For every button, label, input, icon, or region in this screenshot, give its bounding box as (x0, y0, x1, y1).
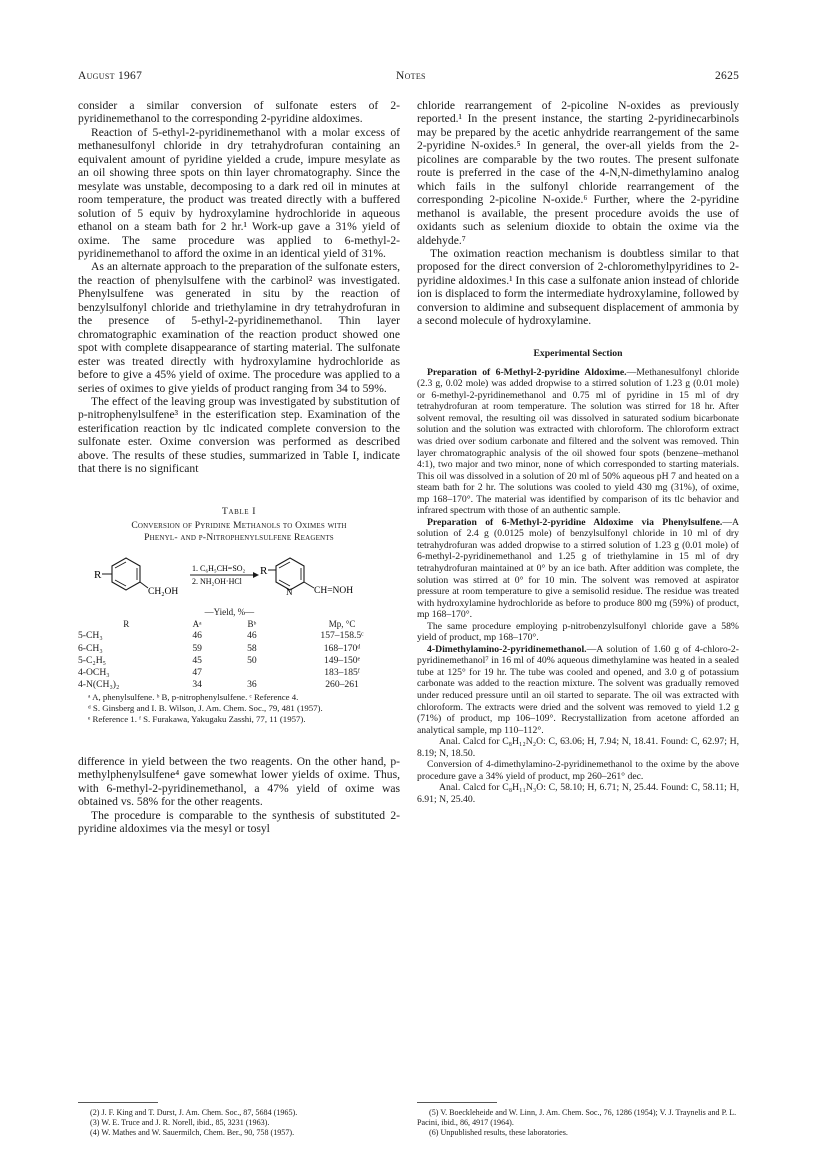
table-caption-line: Conversion of Pyridine Methanols to Oximes with (131, 519, 347, 531)
pyridine-ring-right (276, 558, 304, 590)
substituent-r-left: R (94, 568, 102, 581)
references-right (417, 1108, 739, 1138)
reference-item: (6) Unpublished results, these laboratories. (429, 1128, 568, 1138)
table-header-row (78, 618, 400, 630)
running-header-date: August 1967 (78, 70, 143, 82)
section-heading: Experimental Section (533, 347, 623, 359)
table-cell: 36 (247, 679, 257, 691)
ring-nitrogen: N (286, 586, 293, 597)
footnote-rule (78, 1102, 158, 1103)
reference-item: (5) V. Boeckleheide and W. Linn, J. Am. Chem. Soc., 76, 1286 (1954); V. J. Traynelis and P. L. Pacini, ibid., 86, 4917 (1964). (417, 1108, 737, 1128)
table-cell: 260–261 (325, 679, 359, 691)
reaction-scheme (78, 548, 400, 604)
table-cell: 4-OCH₃ (78, 667, 110, 679)
body-paragraph: chloride rearrangement of 2-picoline N-oxides as previously reported.¹ In the present instance, the starting 2-pyridinecarbinols may be prepared by the acetic anhydride rearrangement of the same 2-pyridine N-oxides.⁵ In general, the over-all yields from the 2-picolines are comparable by the two routes. The present sulfonate route is preferred in the case of the 4-N,N-dimethylamino analog which fails in the sulfonyl chloride rearrangement of the corresponding 2-picoline N-oxide.⁶ Further, where the 2-pyridine methanol is available, the present procedure avoids the use of oxidants such as selenium dioxide to obtain the oxime via the aldehyde.⁷ (417, 99, 739, 247)
body-paragraph: As an alternate approach to the preparation of the sulfonate esters, the reaction of phenylsulfene with the carbinol² was investigated. Phenylsulfene was generated in situ by the reaction of benzylsulfonyl chloride and triethylamine in dry tetrahydrofuran in the presence of 5-ethyl-2-pyridinemethanol. Thin layer chromatographic examination of the reaction product showed one spot with complete disappearance of starting material. The sulfonate ester was treated directly with hydroxylamine hydrochloride as before to give a 45% yield of oxime. The procedure was applied to a series of oximes to give yields of product ranging from 34 to 59%. (78, 260, 400, 395)
table-row (78, 679, 400, 691)
body-paragraph: The oximation reaction mechanism is doubtless similar to that proposed for the direct conversion of 2-chloromethylpyridines to 2-pyridine aldoximes.¹ In this case a sulfonate anion instead of chloride ion is displaced to form the intermediate hydroxylamine, followed by conversion to aldimine and subsequent displacement of ammonia by a second molecule of hydroxylamine. (417, 246, 739, 328)
ch2oh-label: CH₂OH (148, 586, 179, 597)
table-cell: 47 (192, 667, 202, 679)
table-cell: 4-N(CH₃)₂ (78, 679, 120, 691)
yield-header: —Yield, %— (204, 606, 255, 617)
table-cell: 6-CH₃ (78, 642, 103, 654)
procedure-text: —A solution of 1.60 g of 4-chloro-2-pyridinemethanol⁷ in 16 ml of 40% aqueous dimethylamine was heated in a sealed tube at 125° for 19 hr. The tube was cooled and opened, and 3.0 g of potassium carbonate was added to the reaction mixture. The solvent was gradually removed under reduced pressure until an oil started to separate. The oil was extracted with chloroform. The extracts were dried and the solvent was removed to yield 1.2 g (71%) of product, mp 106–109°. Recrystallization from acetone afforded an analytical sample, mp 110–112°. (417, 643, 739, 736)
column-header: R (123, 618, 130, 629)
experimental-paragraph (417, 517, 739, 621)
table-title: Table I (221, 505, 257, 517)
oxime-label: CH=NOH (314, 585, 354, 596)
table-1 (78, 506, 400, 725)
footnote-rule (417, 1102, 497, 1103)
table-cell: 168–170ᵈ (323, 642, 361, 654)
reagent-step-2: 2. NH₂OH·HCl (192, 576, 242, 586)
table-caption-line: Phenyl- and p-Nitrophenylsulfene Reagents (144, 531, 334, 543)
reference-item: (2) J. F. King and T. Durst, J. Am. Chem. Soc., 87, 5684 (1965). (90, 1108, 298, 1117)
table-cell: 59 (192, 642, 202, 654)
body-paragraph: difference in yield between the two reagents. On the other hand, p-methylphenylsulfene⁴ gave somewhat lower yields of oxime. Thus, with 6-methyl-2-pyridinemethanol, a 47% yield of oxime was obtained vs. 58% for the other reagents. (78, 754, 400, 809)
body-paragraph: The procedure is comparable to the synthesis of substituted 2-pyridine aldoximes via the mesyl or tosyl (78, 808, 400, 836)
table-row (78, 667, 400, 679)
pyridine-ring-left (112, 558, 140, 590)
procedure-title: Preparation of 6-Methyl-2-pyridine Aldoxime via Phenylsulfene. (427, 516, 723, 528)
table-footnote: ᵈ S. Ginsberg and I. B. Wilson, J. Am. Chem. Soc., 79, 481 (1957). (88, 702, 323, 713)
table-cell (220, 667, 284, 679)
procedure-title: Preparation of 6-Methyl-2-pyridine Aldoxime. (427, 366, 627, 378)
table-cell: 149–150ᵉ (324, 654, 361, 666)
table-cell: 50 (247, 654, 257, 666)
procedure-text: —Methanesulfonyl chloride (2.3 g, 0.02 mole) was added dropwise to a stirred solution of 1.23 g (0.01 mole) or 6-methyl-2-pyridinemethanol and 0.75 ml of pyridine in 15 ml of dry tetrahydrofuran at room temperature. The solution was stirred for 18 hr. After solvent removal, the resulting oil was dissolved in saturated sodium bicarbonate solution and the solution was extracted with chloroform. The chloroform extract was dried over sodium carbonate and filtered and the solvent was removed. Thin layer chromatographic analysis of the oil showed four spots (benzene–methanol 4:1), two major and two minor, none of which corresponded to starting materials. This oil was dissolved in a solution of 20 ml of 50% aqueous pH 7 and heated on a steam bath for 2 hr. The solutions was cooled to yield 430 mg (31%), of oxime, mp 168–170°. The material was identified by comparison of its tlc behavior and infrared spectrum with those of an authentic sample. (417, 366, 739, 517)
table-cell: 5-C₂H₅ (78, 654, 107, 666)
table-row (78, 630, 400, 642)
yield-table (78, 606, 400, 692)
left-column (78, 99, 400, 835)
column-header: Aᵃ (192, 618, 202, 629)
reference-item: (3) W. E. Truce and J. R. Norell, ibid., 85, 3231 (1963). (90, 1118, 270, 1128)
body-paragraph: The effect of the leaving group was investigated by substitution of p-nitrophenylsulfene³ in the esterification step. Examination of the esterification reaction by tlc indicated complete conversion to the sulfonate ester. Oxime conversion was performed as described above. The results of these studies, summarized in Table I, indicate that there is no significant (78, 394, 400, 476)
body-paragraph: Reaction of 5-ethyl-2-pyridinemethanol with a molar excess of methanesulfonyl chloride in dry tetrahydrofuran containing an equivalent amount of pyridine yielded a crude, impure mesylate as an oil showing three spots on thin layer chromatography. Since the mesylate was unstable, decomposing to a dark red oil in minutes at room temperature, the product was treated directly with a buffered solution of 5 equiv by hydroxylamine hydrochloride in aqueous ethanol on a steam bath for 2 hr.¹ Work-up gave a 31% yield of oxime. The same procedure was applied to 6-methyl-2-pyridinemethanol to afford the oxime in an identical yield of 31%. (78, 125, 400, 260)
table-row (78, 643, 400, 655)
table-cell: 183–185ᶠ (324, 667, 360, 679)
substituent-r-right: R (260, 564, 268, 577)
reagent-step-1: 1. C₆H₅CH=SO₂ (192, 563, 246, 573)
table-cell: 157–158.5ᶜ (320, 630, 364, 642)
elemental-analysis: Anal. Calcd for C₈H₁₂N₂O: C, 63.06; H, 7.94; N, 18.41. Found: C, 62.97; H, 8.19; N, 18.50. (417, 736, 739, 759)
experimental-paragraph (417, 367, 739, 517)
reaction-scheme-drawing (78, 548, 400, 604)
table-footnote: ᵃ A, phenylsulfene. ᵇ B, p-nitrophenylsulfene. ᶜ Reference 4. (88, 691, 299, 702)
table-row (78, 655, 400, 667)
table-cell: 58 (247, 642, 257, 654)
table-cell: 45 (192, 654, 202, 666)
experimental-paragraph: Conversion of 4-dimethylamino-2-pyridinemethanol to the oxime by the above procedure gave a 34% yield of product, mp 260–261° dec. (417, 759, 739, 782)
table-cell: 46 (247, 630, 257, 642)
column-header: Bᵇ (247, 618, 257, 629)
column-header: Mp, °C (328, 618, 356, 629)
table-cell: 5-CH₃ (78, 630, 103, 642)
running-header-section: Notes (396, 70, 426, 82)
reference-item: (4) W. Mathes and W. Sauermilch, Chem. Ber., 90, 758 (1957). (90, 1128, 295, 1138)
table-footnote: ᵉ Reference 1. ᶠ S. Furakawa, Yakugaku Zasshi, 77, 11 (1957). (88, 713, 306, 724)
table-cell: 46 (192, 630, 202, 642)
experimental-paragraph (417, 644, 739, 736)
references-left (90, 1108, 400, 1138)
experimental-paragraph: The same procedure employing p-nitrobenzylsulfonyl chloride gave a 58% yield of product, mp 168–170°. (417, 620, 739, 644)
body-paragraph: consider a similar conversion of sulfonate esters of 2-pyridinemethanol to the corresponding 2-pyridine aldoximes. (78, 99, 400, 126)
procedure-title: 4-Dimethylamino-2-pyridinemethanol. (427, 643, 587, 655)
page-number: 2625 (715, 70, 740, 82)
procedure-text: —A solution of 2.4 g (0.0125 mole) of benzylsulfonyl chloride in 10 ml of dry tetrahydrofuran was added dropwise to a stirred solution of 1.23 g (0.01 mole) of 6-methyl-2-pyridinemethanol and 1.25 g of triethylamine in 15 ml of dry tetrahydrofuran maintained at 0° by an ice bath. After addition was complete, the solution was stirred at 0° for 10 min. The solvent was removed at aspirator pressure at room temperature to give a semisolid residue. The residue was treated with hydroxylamine hydrochloride as before to produce 800 mg (59%) of product, mp 168–170°. (417, 516, 739, 621)
right-column (417, 99, 739, 805)
elemental-analysis: Anal. Calcd for C₈H₁₁N₃O: C, 58.10; H, 6.71; N, 25.44. Found: C, 58.11; H, 6.91; N, 25.40. (417, 782, 739, 805)
table-cell: 34 (192, 679, 202, 691)
